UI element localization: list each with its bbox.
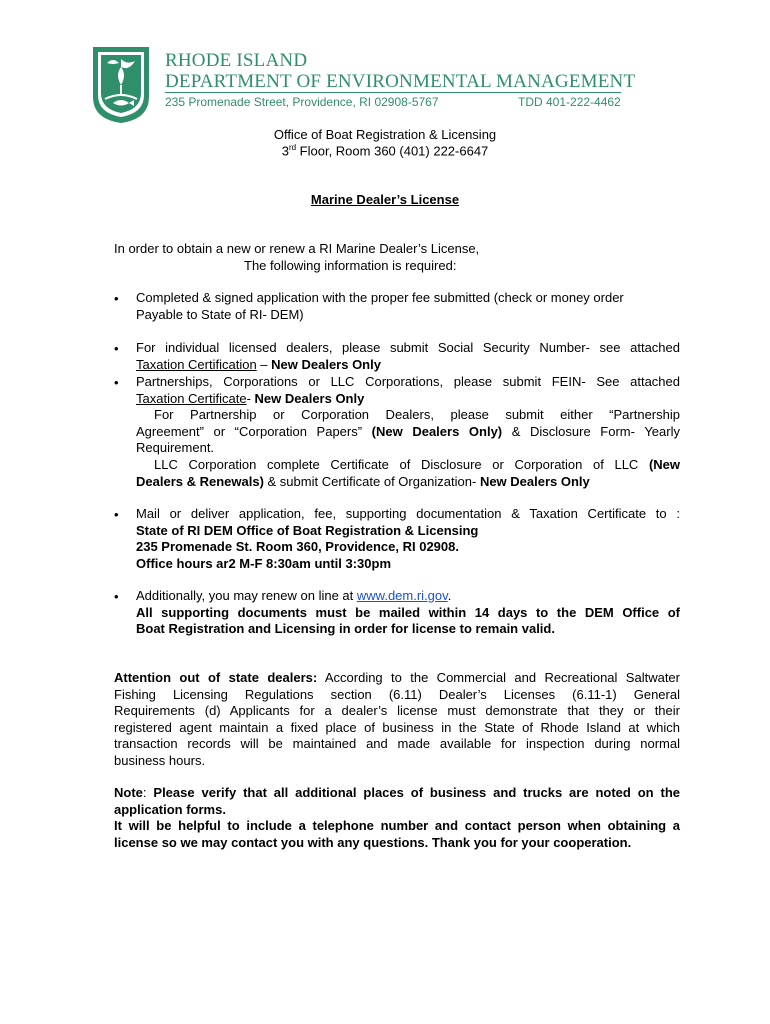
- text-line: Attention out of state dealers: According to the Commercial and Recreational Saltwater: [114, 670, 680, 685]
- taxation-certificate-ref: Taxation Certificate: [136, 390, 247, 406]
- text-line: Mail or deliver application, fee, supporting documentation & Taxation Certificate to :: [136, 506, 680, 521]
- org-name-department: DEPARTMENT OF ENVIRONMENTAL MANAGEMENT: [165, 71, 636, 92]
- text-line: Fishing Licensing Regulations section (6.11) Dealer’s Licenses (6.11-1) General: [114, 686, 680, 702]
- note-label: Note: [114, 785, 143, 800]
- office-location: [0, 143, 770, 158]
- text-line: application forms.: [114, 801, 226, 817]
- new-dealers-only-label: New Dealers Only: [271, 356, 381, 372]
- text-line: For individual licensed dealers, please submit Social Security Number- see attached: [136, 340, 680, 355]
- requirement-partnerships: Partnerships, Corporations or LLC Corporations, please submit FEIN- See attached Taxation Certificate- New Dealers Only For Partnership or Corporation Dealers, please submit either “Partnership Agreement” or “Corporation Papers” (New Dealers Only) & Disclosure Form- Yearly Requirement. LLC Corporation complete Certificate of Disclosure or Corporation of LLC (New Dealers & Renewals) & submit Certificate of Organization- New Dealers Only: [136, 374, 680, 489]
- text-line: Payable to State of RI- DEM): [136, 306, 304, 322]
- mailing-office-name: State of RI DEM Office of Boat Registration & Licensing: [136, 522, 479, 538]
- taxation-certification-ref: Taxation Certification: [136, 356, 257, 372]
- bullet-icon: •: [114, 375, 119, 390]
- new-dealers-only-label: New Dealers Only: [254, 390, 365, 406]
- page-title: Marine Dealer’s License: [310, 192, 460, 207]
- mailing-address: 235 Promenade St. Room 360, Providence, RI 02908.: [136, 539, 459, 555]
- org-address: 235 Promenade Street, Providence, RI 02908-5767: [165, 95, 439, 109]
- floor-number: 3: [281, 143, 289, 159]
- text-line: LLC Corporation complete Certificate of Disclosure or Corporation of LLC (New: [154, 456, 680, 472]
- text-line: Dealers & Renewals) & submit Certificate of Organization- New Dealers Only: [136, 473, 590, 489]
- requirement-application: [136, 290, 680, 323]
- text-line: registered agent maintain a fixed place of business in the State of Rhode Island at which: [114, 719, 680, 735]
- org-name-state: RHODE ISLAND: [165, 50, 308, 71]
- office-room-phone: Floor, Room 360 (401) 222-6647: [296, 143, 489, 159]
- office-hours: Office hours ar2 M-F 8:30am until 3:30pm: [136, 555, 392, 571]
- dem-website-link[interactable]: www.dem.ri.gov: [356, 588, 448, 603]
- bullet-icon: •: [114, 589, 119, 604]
- text-line: Note: Please verify that all additional places of business and trucks are noted on the: [114, 785, 680, 800]
- text-line: license so we may contact you with any questions. Thank you for your cooperation.: [114, 834, 632, 850]
- floor-ordinal: rd: [288, 143, 297, 152]
- bullet-icon: •: [114, 507, 119, 522]
- text-line: All supporting documents must be mailed within 14 days to the DEM Office of: [136, 604, 680, 620]
- ri-dem-seal-icon: [91, 45, 151, 125]
- requirement-individual-dealers: For individual licensed dealers, please submit Social Security Number- see attached Taxation Certification – New Dealers Only: [136, 340, 680, 372]
- office-name: Office of Boat Registration & Licensing: [273, 127, 497, 142]
- intro-line-1: In order to obtain a new or renew a RI Marine Dealer’s License,: [114, 241, 480, 256]
- text-line: Partnerships, Corporations or LLC Corporations, please submit FEIN- See attached: [136, 374, 680, 389]
- text-line: It will be helpful to include a telephone number and contact person when obtaining a: [114, 818, 680, 834]
- text-line: Requirements (d) Applicants for a dealer’s license must demonstrate that they or their: [114, 703, 680, 719]
- text-line: Additionally, you may renew on line at www.dem.ri.gov.: [136, 588, 452, 603]
- text-line: Agreement” or “Corporation Papers” (New Dealers Only) & Disclosure Form- Yearly: [136, 423, 680, 439]
- org-tdd: TDD 401-222-4462: [518, 95, 621, 109]
- text-line: transaction records will be maintained and made available for inspection during normal: [114, 736, 680, 752]
- text-line: Completed & signed application with the proper fee submitted (check or money order: [136, 290, 624, 305]
- out-of-state-notice: [114, 670, 680, 770]
- attention-label: Attention out of state dealers:: [114, 670, 318, 685]
- requirement-mail-deliver: [136, 506, 680, 572]
- intro-line-2: The following information is required:: [244, 258, 457, 273]
- text-line: Boat Registration and Licensing in order for license to remain valid.: [136, 621, 555, 637]
- text-line: For Partnership or Corporation Dealers, please submit either “Partnership: [154, 407, 680, 423]
- text-line: Requirement.: [136, 440, 215, 456]
- bullet-icon: •: [114, 291, 119, 306]
- requirement-online-renewal: [136, 588, 680, 638]
- text-line: business hours.: [114, 752, 206, 768]
- bullet-icon: •: [114, 341, 119, 356]
- verification-note: [114, 785, 680, 851]
- letterhead-divider: [165, 92, 621, 93]
